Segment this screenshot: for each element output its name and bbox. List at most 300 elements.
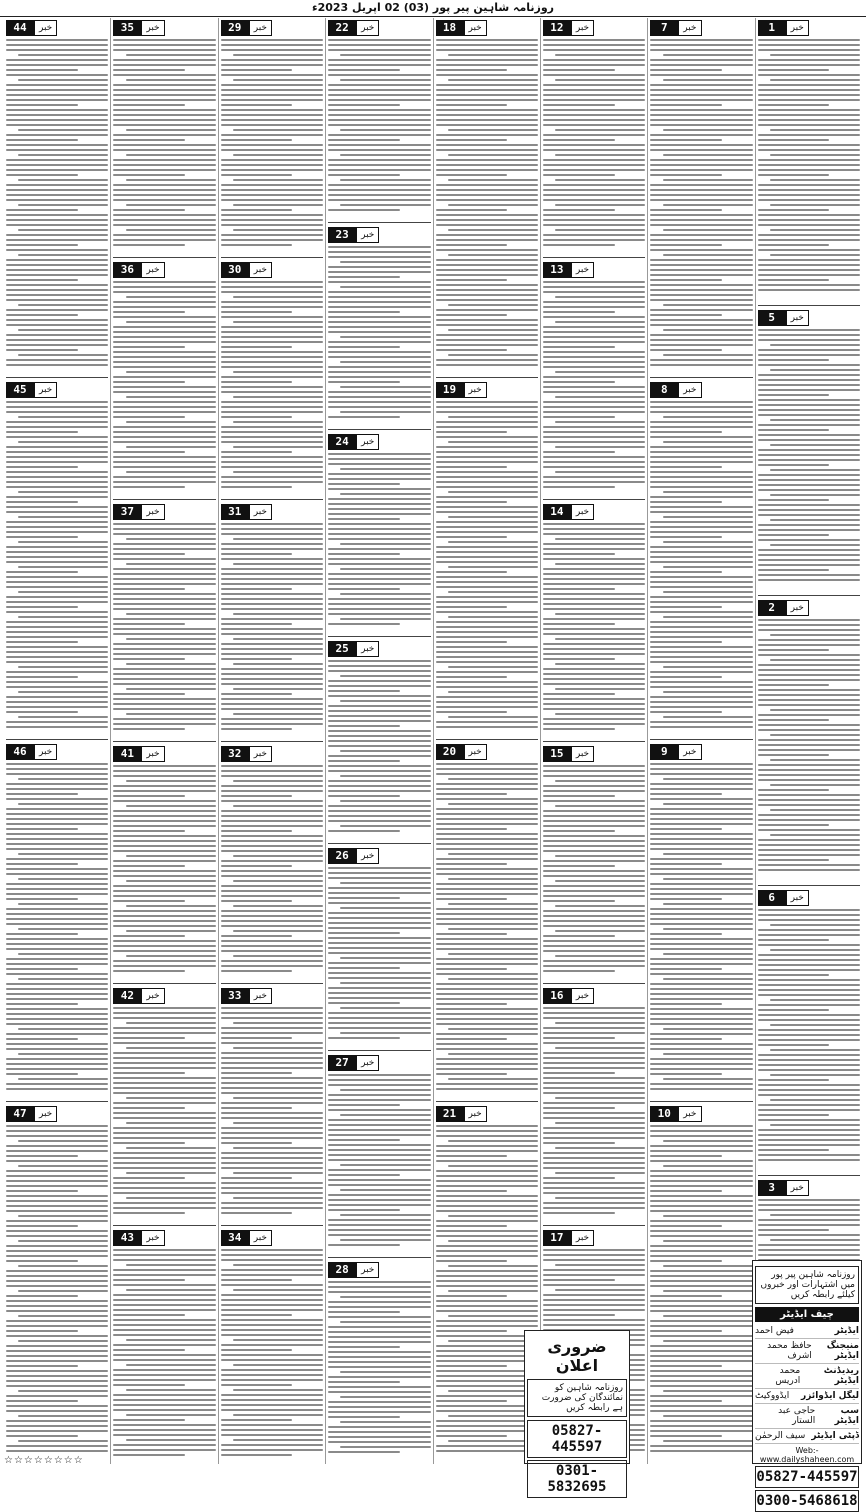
text-line bbox=[663, 354, 753, 356]
text-line bbox=[6, 1355, 108, 1357]
text-line bbox=[650, 1058, 752, 1060]
text-line bbox=[436, 1255, 538, 1257]
text-line bbox=[221, 1037, 293, 1039]
text-line bbox=[328, 967, 400, 969]
text-line bbox=[6, 1280, 108, 1282]
text-line bbox=[650, 576, 752, 578]
text-line bbox=[126, 321, 216, 323]
text-line bbox=[6, 309, 108, 311]
text-line bbox=[758, 1139, 860, 1141]
text-line bbox=[328, 164, 430, 166]
text-line bbox=[221, 174, 293, 176]
text-line bbox=[436, 963, 538, 965]
text-line bbox=[543, 99, 645, 101]
text-line bbox=[6, 1330, 78, 1332]
item-label: خبر bbox=[356, 1262, 379, 1278]
text-line bbox=[543, 331, 645, 333]
text-line bbox=[543, 643, 645, 645]
text-line bbox=[650, 309, 752, 311]
text-line bbox=[113, 718, 215, 720]
notice-text: روزنامہ شاہین کو نمائندگان کی ضرورت ہے رابطہ کریں bbox=[527, 1379, 627, 1417]
text-line bbox=[328, 760, 400, 762]
text-line bbox=[6, 1145, 108, 1147]
text-line bbox=[650, 706, 752, 708]
text-line bbox=[543, 668, 645, 670]
text-line bbox=[543, 436, 645, 438]
news-item bbox=[650, 1106, 752, 1459]
text-line bbox=[113, 698, 215, 700]
text-line bbox=[233, 179, 323, 181]
item-separator bbox=[650, 377, 752, 378]
text-line bbox=[6, 681, 108, 683]
text-line bbox=[543, 114, 645, 116]
text-line bbox=[555, 1122, 645, 1124]
text-line bbox=[436, 39, 538, 41]
text-line bbox=[543, 406, 645, 408]
text-line bbox=[328, 74, 430, 76]
text-line bbox=[758, 754, 830, 756]
text-line bbox=[448, 154, 538, 156]
news-item bbox=[543, 504, 645, 737]
text-line bbox=[543, 149, 645, 151]
text-line bbox=[328, 356, 430, 358]
text-line bbox=[758, 914, 860, 916]
text-line bbox=[758, 869, 860, 871]
column-8 bbox=[4, 18, 110, 1464]
text-line bbox=[758, 1004, 860, 1006]
text-line bbox=[6, 1250, 108, 1252]
staff-name: حاجی عبد الستار bbox=[778, 1406, 816, 1426]
item-number: 35 bbox=[113, 20, 141, 36]
text-line bbox=[758, 189, 860, 191]
text-line bbox=[758, 549, 860, 551]
text-line bbox=[113, 678, 215, 680]
text-line bbox=[221, 351, 323, 353]
text-line bbox=[328, 820, 430, 822]
text-line bbox=[758, 174, 830, 176]
text-line bbox=[113, 618, 215, 620]
text-line bbox=[6, 114, 108, 116]
text-line bbox=[340, 882, 430, 884]
text-line bbox=[328, 992, 430, 994]
text-line bbox=[436, 1200, 538, 1202]
text-line bbox=[6, 1245, 108, 1247]
masthead: روزنامہ شاہین پیر پور (03) 02 اپریل 2023ء bbox=[0, 0, 866, 17]
text-line bbox=[650, 783, 752, 785]
text-line bbox=[436, 406, 538, 408]
text-line bbox=[328, 1431, 430, 1433]
news-item bbox=[650, 382, 752, 735]
text-line bbox=[555, 780, 645, 782]
item-header bbox=[543, 262, 645, 278]
text-line bbox=[221, 865, 293, 867]
text-line bbox=[758, 989, 860, 991]
text-line bbox=[448, 1053, 538, 1055]
text-line bbox=[6, 726, 108, 728]
item-number: 22 bbox=[328, 20, 356, 36]
text-line bbox=[436, 763, 538, 765]
text-line bbox=[113, 865, 185, 867]
text-line bbox=[113, 1057, 215, 1059]
text-line bbox=[328, 972, 430, 974]
text-line bbox=[650, 1033, 752, 1035]
text-line bbox=[6, 1018, 108, 1020]
text-line bbox=[650, 344, 752, 346]
staff-row bbox=[755, 1324, 859, 1339]
text-line bbox=[543, 618, 645, 620]
text-line bbox=[233, 613, 323, 615]
text-line bbox=[6, 209, 78, 211]
text-line bbox=[543, 775, 645, 777]
text-line bbox=[126, 538, 216, 540]
text-line bbox=[6, 1310, 108, 1312]
column-5 bbox=[325, 18, 432, 1464]
item-separator bbox=[113, 1225, 215, 1226]
text-line bbox=[543, 1207, 645, 1209]
text-line bbox=[436, 184, 538, 186]
text-line bbox=[650, 933, 722, 935]
text-line bbox=[543, 301, 645, 303]
text-line bbox=[758, 1079, 830, 1081]
text-line bbox=[436, 486, 538, 488]
text-line bbox=[328, 513, 430, 515]
text-line bbox=[650, 788, 752, 790]
text-line bbox=[18, 1290, 108, 1292]
text-line bbox=[436, 823, 538, 825]
text-line bbox=[328, 665, 430, 667]
text-line bbox=[436, 1385, 538, 1387]
notice-phone-1[interactable]: 05827-445597 bbox=[527, 1420, 627, 1458]
text-line bbox=[328, 558, 430, 560]
text-line bbox=[758, 959, 860, 961]
text-line bbox=[663, 591, 753, 593]
text-line bbox=[328, 346, 400, 348]
text-line bbox=[6, 833, 108, 835]
text-line bbox=[543, 1299, 645, 1301]
text-line bbox=[126, 930, 216, 932]
text-line bbox=[555, 371, 645, 373]
text-line bbox=[436, 269, 538, 271]
item-text-block bbox=[221, 765, 323, 972]
text-line bbox=[113, 1162, 215, 1164]
text-line bbox=[221, 104, 293, 106]
text-line bbox=[113, 481, 215, 483]
text-line bbox=[6, 426, 108, 428]
text-line bbox=[113, 194, 215, 196]
text-line bbox=[233, 1122, 323, 1124]
text-line bbox=[328, 251, 430, 253]
text-line bbox=[650, 1175, 752, 1177]
text-line bbox=[436, 1350, 538, 1352]
text-line bbox=[436, 606, 508, 608]
text-line bbox=[328, 1326, 430, 1328]
text-line bbox=[6, 1170, 108, 1172]
text-line bbox=[650, 808, 752, 810]
text-line bbox=[328, 942, 430, 944]
text-line bbox=[650, 848, 752, 850]
item-label: خبر bbox=[786, 890, 809, 906]
text-line bbox=[340, 568, 430, 570]
footer-phone-2[interactable]: 0300-5468618 bbox=[755, 1490, 859, 1512]
text-line bbox=[650, 314, 722, 316]
text-line bbox=[770, 229, 860, 231]
text-line bbox=[328, 997, 430, 999]
text-line bbox=[6, 636, 108, 638]
text-line bbox=[543, 84, 645, 86]
text-line bbox=[543, 1152, 645, 1154]
text-line bbox=[6, 299, 108, 301]
text-line bbox=[221, 528, 323, 530]
text-line bbox=[221, 1449, 323, 1451]
text-line bbox=[328, 805, 430, 807]
text-line bbox=[113, 184, 215, 186]
text-line bbox=[6, 1150, 108, 1152]
text-line bbox=[650, 686, 752, 688]
item-label: خبر bbox=[34, 744, 57, 760]
text-line bbox=[758, 1209, 860, 1211]
text-line bbox=[436, 344, 538, 346]
text-line bbox=[650, 798, 752, 800]
text-line bbox=[436, 471, 538, 473]
text-line bbox=[758, 849, 860, 851]
text-line bbox=[436, 1038, 508, 1040]
text-line bbox=[543, 1012, 645, 1014]
footer-phone-1[interactable]: 05827-445597 bbox=[755, 1466, 859, 1488]
text-line bbox=[436, 436, 538, 438]
text-line bbox=[758, 969, 860, 971]
text-line bbox=[436, 324, 538, 326]
news-item bbox=[436, 1106, 538, 1459]
text-line bbox=[436, 124, 538, 126]
text-line bbox=[113, 795, 185, 797]
text-line bbox=[436, 149, 538, 151]
text-line bbox=[663, 616, 753, 618]
text-line bbox=[113, 224, 215, 226]
text-line bbox=[650, 169, 752, 171]
text-line bbox=[221, 84, 323, 86]
text-line bbox=[650, 249, 752, 251]
text-line bbox=[650, 596, 752, 598]
text-line bbox=[6, 1435, 78, 1437]
text-line bbox=[758, 384, 860, 386]
text-line bbox=[6, 1380, 108, 1382]
text-line bbox=[543, 44, 645, 46]
text-line bbox=[221, 683, 323, 685]
text-line bbox=[328, 189, 430, 191]
item-separator bbox=[221, 741, 323, 742]
text-line bbox=[758, 1044, 830, 1046]
text-line bbox=[113, 573, 215, 575]
text-line bbox=[126, 1264, 216, 1266]
item-number: 30 bbox=[221, 262, 249, 278]
text-line bbox=[233, 396, 323, 398]
text-line bbox=[221, 1132, 323, 1134]
text-line bbox=[650, 119, 752, 121]
text-line bbox=[436, 1320, 538, 1322]
text-line bbox=[18, 541, 108, 543]
text-line bbox=[6, 1345, 108, 1347]
text-line bbox=[543, 693, 615, 695]
text-line bbox=[543, 109, 645, 111]
text-line bbox=[650, 349, 722, 351]
text-line bbox=[650, 84, 752, 86]
news-item bbox=[6, 744, 108, 1097]
text-line bbox=[758, 1029, 860, 1031]
text-line bbox=[340, 286, 430, 288]
text-line bbox=[6, 873, 108, 875]
text-line bbox=[436, 244, 508, 246]
text-line bbox=[6, 581, 108, 583]
text-line bbox=[758, 1109, 860, 1111]
text-line bbox=[113, 960, 215, 962]
text-line bbox=[650, 1003, 722, 1005]
text-line bbox=[126, 79, 216, 81]
text-line bbox=[758, 99, 860, 101]
text-line bbox=[663, 1240, 753, 1242]
text-line bbox=[663, 329, 753, 331]
text-line bbox=[221, 1082, 323, 1084]
text-line bbox=[6, 99, 108, 101]
item-label: خبر bbox=[356, 641, 379, 657]
text-line bbox=[650, 279, 722, 281]
website[interactable]: Web:-www.dailyshaheen.com bbox=[759, 1446, 855, 1464]
item-separator bbox=[436, 377, 538, 378]
text-line bbox=[650, 983, 752, 985]
text-line bbox=[758, 1089, 860, 1091]
text-line bbox=[113, 1319, 215, 1321]
news-item bbox=[221, 988, 323, 1221]
text-line bbox=[436, 783, 538, 785]
text-line bbox=[221, 219, 323, 221]
text-line bbox=[543, 39, 645, 41]
item-number: 42 bbox=[113, 988, 141, 1004]
text-line bbox=[758, 804, 860, 806]
text-line bbox=[113, 925, 215, 927]
text-line bbox=[113, 1359, 215, 1361]
text-line bbox=[6, 863, 78, 865]
text-line bbox=[436, 214, 538, 216]
text-line bbox=[758, 1144, 860, 1146]
text-line bbox=[650, 943, 752, 945]
text-line bbox=[113, 1117, 215, 1119]
text-line bbox=[650, 1180, 752, 1182]
text-line bbox=[650, 431, 722, 433]
text-line bbox=[663, 566, 753, 568]
text-line bbox=[6, 1295, 78, 1297]
text-line bbox=[6, 496, 108, 498]
text-line bbox=[221, 910, 323, 912]
item-text-block bbox=[543, 39, 645, 246]
text-line bbox=[126, 421, 216, 423]
text-line bbox=[328, 114, 430, 116]
text-line bbox=[328, 1376, 430, 1378]
item-separator bbox=[328, 843, 430, 844]
text-line bbox=[436, 481, 538, 483]
text-line bbox=[328, 720, 430, 722]
text-line bbox=[328, 740, 430, 742]
text-line bbox=[6, 1360, 108, 1362]
text-line bbox=[436, 531, 538, 533]
text-line bbox=[650, 526, 752, 528]
text-line bbox=[543, 915, 645, 917]
item-label: خبر bbox=[571, 262, 594, 278]
text-line bbox=[328, 603, 430, 605]
text-line bbox=[436, 968, 508, 970]
text-line bbox=[448, 204, 538, 206]
item-number: 16 bbox=[543, 988, 571, 1004]
text-line bbox=[6, 611, 108, 613]
text-line bbox=[543, 1087, 645, 1089]
text-line bbox=[650, 411, 752, 413]
text-line bbox=[436, 431, 508, 433]
text-line bbox=[113, 169, 215, 171]
text-line bbox=[6, 89, 108, 91]
text-line bbox=[113, 1424, 215, 1426]
text-line bbox=[113, 144, 215, 146]
text-line bbox=[758, 1104, 860, 1106]
text-line bbox=[113, 411, 215, 413]
text-line bbox=[650, 214, 752, 216]
text-line bbox=[650, 506, 752, 508]
text-line bbox=[340, 982, 430, 984]
text-line bbox=[436, 174, 508, 176]
item-text-block bbox=[221, 523, 323, 730]
text-line bbox=[448, 329, 538, 331]
item-text-block bbox=[436, 1125, 538, 1452]
text-line bbox=[233, 780, 323, 782]
text-line bbox=[758, 619, 860, 621]
text-line bbox=[650, 94, 752, 96]
text-line bbox=[543, 451, 615, 453]
text-line bbox=[650, 189, 752, 191]
text-line bbox=[113, 139, 185, 141]
text-line bbox=[436, 359, 538, 361]
text-line bbox=[650, 209, 722, 211]
text-line bbox=[6, 1205, 108, 1207]
text-line bbox=[650, 546, 752, 548]
text-line bbox=[650, 676, 722, 678]
text-line bbox=[543, 1284, 645, 1286]
item-text-block bbox=[758, 329, 860, 581]
text-line bbox=[650, 531, 752, 533]
text-line bbox=[18, 778, 108, 780]
text-line bbox=[650, 1295, 722, 1297]
text-line bbox=[6, 334, 108, 336]
text-line bbox=[436, 888, 538, 890]
text-line bbox=[6, 933, 78, 935]
text-line bbox=[233, 1147, 323, 1149]
text-line bbox=[543, 708, 645, 710]
text-line bbox=[113, 99, 215, 101]
item-header bbox=[328, 1262, 430, 1278]
text-line bbox=[113, 673, 215, 675]
text-line bbox=[436, 506, 538, 508]
text-line bbox=[6, 1083, 108, 1085]
text-line bbox=[113, 628, 215, 630]
text-line bbox=[328, 184, 430, 186]
text-line bbox=[543, 376, 645, 378]
text-line bbox=[221, 673, 323, 675]
text-line bbox=[436, 1088, 538, 1090]
text-line bbox=[650, 1420, 752, 1422]
text-line bbox=[436, 1425, 538, 1427]
text-line bbox=[221, 159, 323, 161]
text-line bbox=[650, 1410, 752, 1412]
text-line bbox=[758, 829, 860, 831]
text-line bbox=[650, 763, 752, 765]
text-line bbox=[113, 391, 215, 393]
notice-phone-2[interactable]: 0301-5832695 bbox=[527, 1460, 627, 1498]
